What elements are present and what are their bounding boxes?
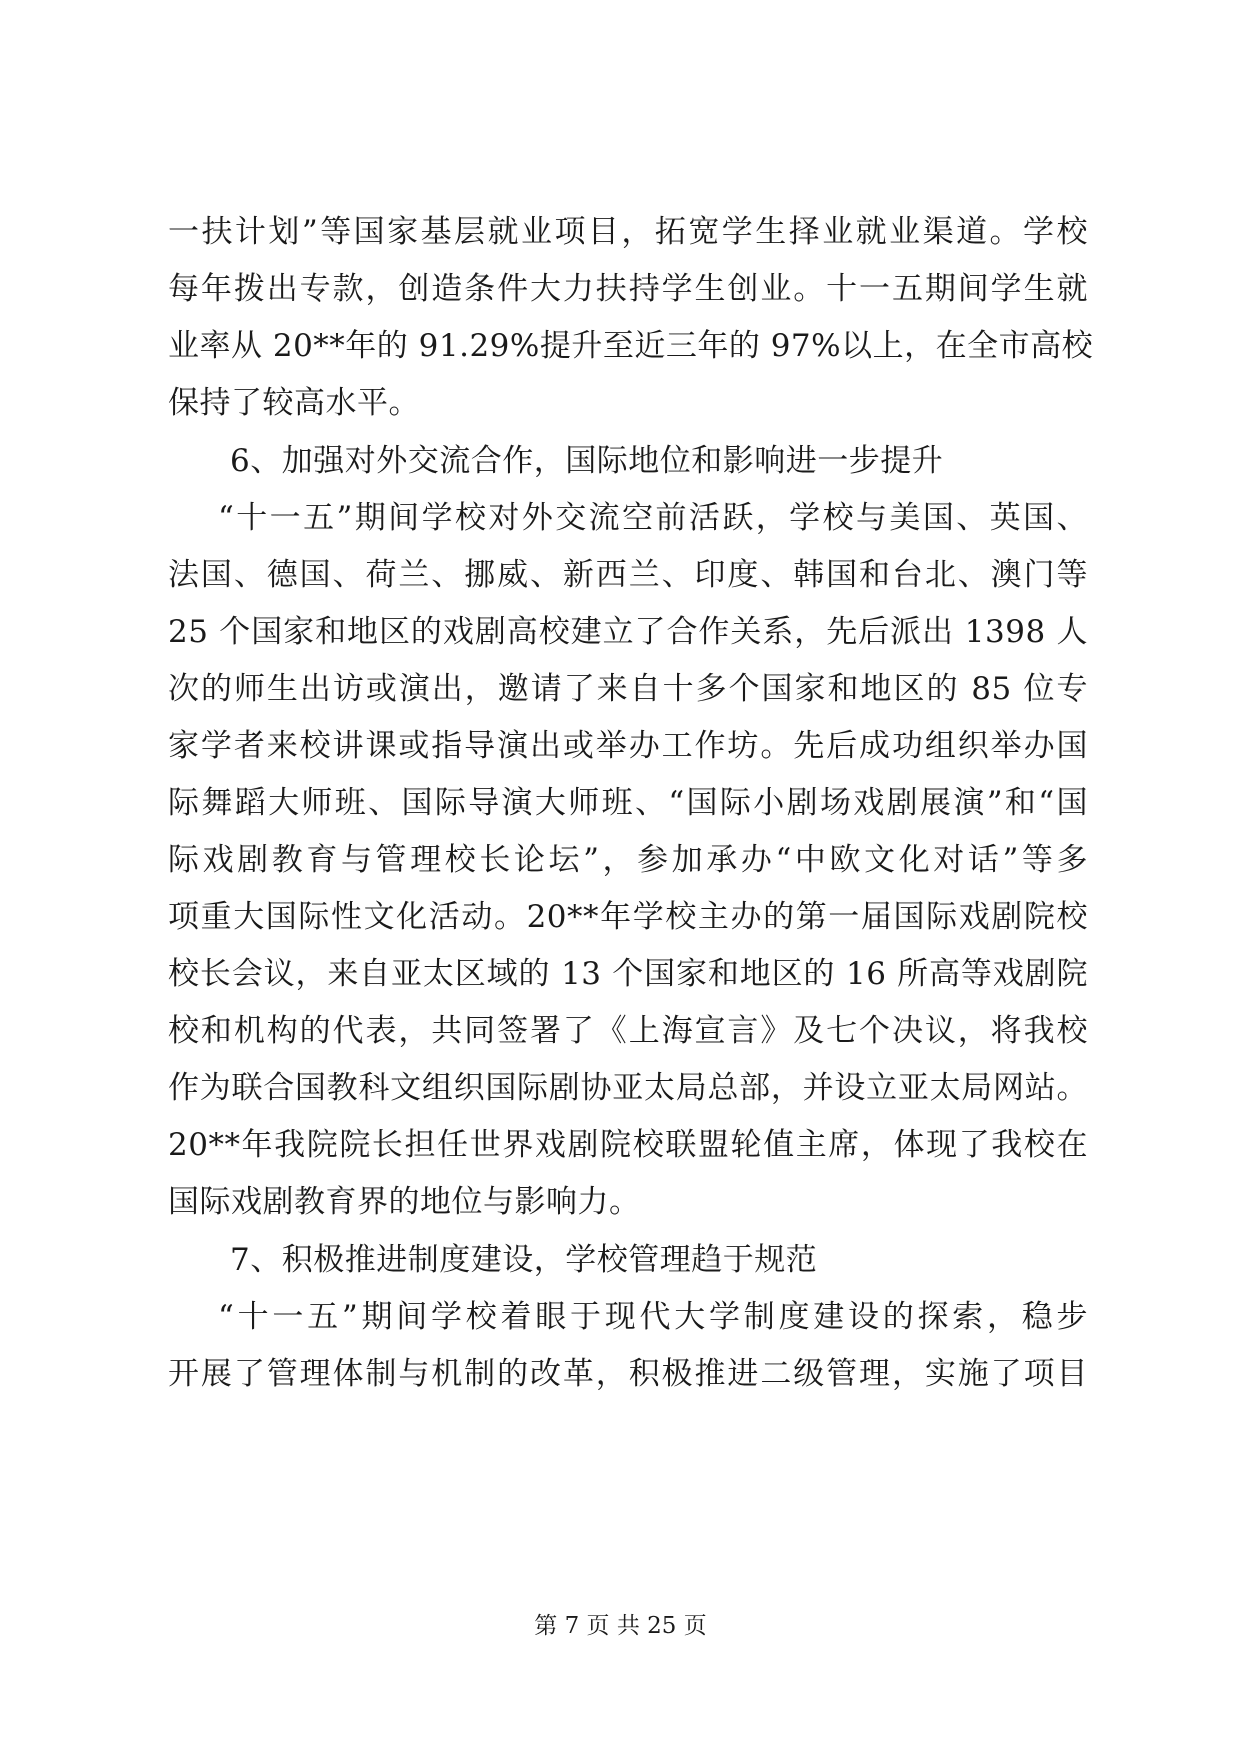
- body-line: 开展了管理体制与机制的改革，积极推进二级管理，实施了项目: [168, 1356, 1088, 1392]
- body-line: 20**年我院院长担任世界戏剧院校联盟轮值主席，体现了我校在: [168, 1127, 1088, 1163]
- section-heading: 6、加强对外交流合作，国际地位和影响进一步提升: [230, 443, 944, 479]
- section-heading: 7、积极推进制度建设，学校管理趋于规范: [230, 1242, 818, 1278]
- body-line: 项重大国际性文化活动。20**年学校主办的第一届国际戏剧院校: [168, 899, 1088, 935]
- body-line: 法国、德国、荷兰、挪威、新西兰、印度、韩国和台北、澳门等: [168, 557, 1088, 593]
- body-line: 际舞蹈大师班、国际导演大师班、“国际小剧场戏剧展演”和“国: [168, 785, 1088, 821]
- page-number-footer: 第 7 页 共 25 页: [534, 1613, 707, 1639]
- body-line: 保持了较高水平。: [168, 385, 420, 421]
- body-line: “十一五”期间学校着眼于现代大学制度建设的探索，稳步: [218, 1299, 1088, 1335]
- body-line: 校长会议，来自亚太区域的 13 个国家和地区的 16 所高等戏剧院: [168, 956, 1088, 992]
- body-line: 业率从 20**年的 91.29%提升至近三年的 97%以上，在全市高校: [168, 328, 1094, 364]
- body-line: “十一五”期间学校对外交流空前活跃，学校与美国、英国、: [218, 500, 1088, 536]
- body-line: 作为联合国教科文组织国际剧协亚太局总部，并设立亚太局网站。: [168, 1070, 1088, 1106]
- body-line: 次的师生出访或演出，邀请了来自十多个国家和地区的 85 位专: [168, 671, 1088, 707]
- body-line: 家学者来校讲课或指导演出或举办工作坊。先后成功组织举办国: [168, 728, 1088, 764]
- body-line: 25 个国家和地区的戏剧高校建立了合作关系，先后派出 1398 人: [168, 614, 1088, 650]
- body-line: 一扶计划”等国家基层就业项目，拓宽学生择业就业渠道。学校: [168, 214, 1088, 250]
- body-line: 校和机构的代表，共同签署了《上海宣言》及七个决议，将我校: [168, 1013, 1088, 1049]
- body-line: 每年拨出专款，创造条件大力扶持学生创业。十一五期间学生就: [168, 271, 1088, 307]
- body-line: 际戏剧教育与管理校长论坛”，参加承办“中欧文化对话”等多: [168, 842, 1088, 878]
- body-line: 国际戏剧教育界的地位与影响力。: [168, 1184, 641, 1220]
